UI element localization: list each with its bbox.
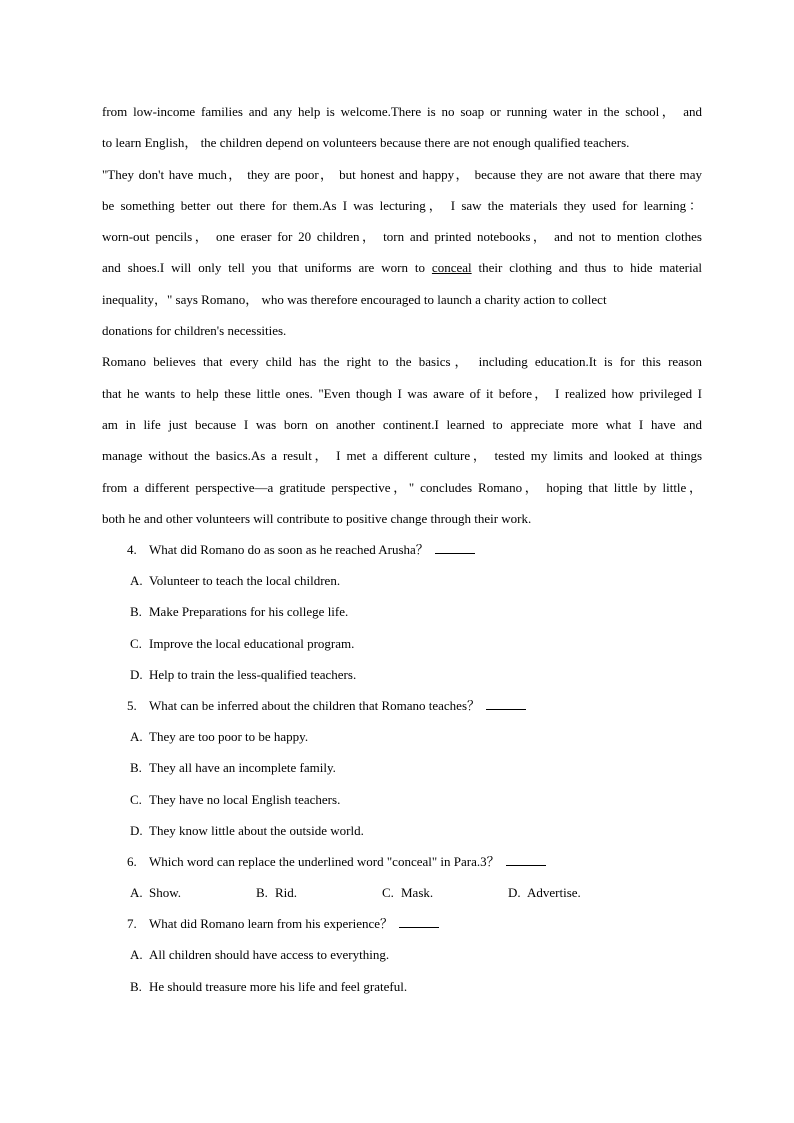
option[interactable] — [127, 633, 687, 664]
option-letter: A. — [130, 885, 143, 901]
option-letter: C. — [382, 885, 394, 901]
option[interactable] — [256, 882, 382, 913]
option-text: Help to train the less-qualified teachers. — [149, 666, 357, 682]
passage-line: that he wants to help these little ones. "Even though I was aware of it before， I realized how privileged I — [102, 385, 702, 401]
passage-line: be something better out there for them.As I was lecturing， I saw the materials they used for learning： — [102, 197, 702, 213]
option-text: They are too poor to be happy. — [149, 729, 309, 745]
passage-line: donations for children's necessities. — [102, 323, 287, 339]
option-text: Rid. — [275, 885, 298, 901]
question-text: Which word can replace the underlined word "conceal" in Para.3？ — [149, 853, 500, 869]
option-text: They all have an incomplete family. — [149, 760, 336, 776]
question-text: What did Romano learn from his experience？ — [149, 916, 394, 932]
option-letter: B. — [256, 885, 268, 901]
option[interactable] — [127, 601, 687, 632]
option-letter: C. — [130, 791, 142, 807]
option-text: All children should have access to everything. — [149, 947, 390, 963]
question-text: What did Romano do as soon as he reached Arusha？ — [149, 542, 429, 557]
option-letter: D. — [508, 885, 521, 901]
option[interactable] — [130, 882, 256, 913]
option[interactable] — [127, 664, 687, 695]
question-5 — [127, 695, 687, 726]
question-6 — [127, 851, 687, 882]
option-text: Show. — [149, 885, 182, 901]
passage-line: inequality，" says Romano， who was therefore encouraged to launch a charity action to collect — [102, 291, 607, 307]
question-7 — [127, 913, 687, 944]
option-letter: C. — [130, 635, 142, 651]
passage-line: am in life just because I was born on another continent.I learned to appreciate more what I have and — [102, 416, 702, 432]
passage-line: to learn English， the children depend on volunteers because there are not enough qualified teachers. — [102, 135, 630, 151]
passage-line: Romano believes that every child has the right to the basics， including education.It is for this reason — [102, 354, 702, 370]
passage-line: from low-income families and any help is welcome.There is no soap or running water in the school， and — [102, 104, 702, 119]
option-letter: A. — [130, 729, 143, 745]
passage-line: "They don't have much， they are poor， but honest and happy， because they are not aware that there may — [102, 166, 702, 182]
passage-line: worn-out pencils， one eraser for 20 children， torn and printed notebooks， and not to mention clothes — [102, 229, 702, 245]
option[interactable] — [127, 820, 687, 851]
option-row — [127, 882, 687, 913]
option-letter: D. — [130, 666, 143, 682]
option[interactable] — [127, 570, 687, 601]
option[interactable] — [127, 789, 687, 820]
question-text: What can be inferred about the children that Romano teaches？ — [149, 697, 481, 713]
answer-blank[interactable] — [486, 695, 526, 710]
answer-blank[interactable] — [399, 913, 439, 928]
option-text: They have no local English teachers. — [149, 791, 341, 807]
passage-line: manage without the basics.As a result， I met a different culture， tested my limits and looked at things — [102, 448, 702, 464]
option-text: Make Preparations for his college life. — [149, 604, 349, 620]
option-letter: A. — [130, 573, 143, 589]
question-number: 7. — [127, 916, 137, 932]
passage-line — [102, 257, 702, 288]
answer-blank[interactable] — [435, 539, 475, 554]
option-letter: B. — [130, 760, 142, 776]
option-text: Improve the local educational program. — [149, 635, 355, 651]
question-number: 6. — [127, 853, 137, 869]
option-text: Mask. — [401, 885, 434, 901]
answer-blank[interactable] — [506, 851, 546, 866]
option[interactable] — [127, 976, 687, 1007]
question-4 — [127, 539, 687, 570]
option-text: Volunteer to teach the local children. — [149, 573, 341, 589]
option-letter: A. — [130, 947, 143, 963]
option[interactable] — [127, 726, 687, 757]
option[interactable] — [382, 882, 508, 913]
option[interactable] — [127, 757, 687, 788]
question-number: 4. — [127, 542, 137, 557]
question-number: 5. — [127, 697, 137, 713]
option[interactable] — [127, 944, 687, 975]
passage-text — [102, 101, 702, 539]
option-text: Advertise. — [527, 885, 581, 901]
passage-text-segment: and shoes.I will only tell you that uniforms are worn to — [102, 260, 432, 276]
questions-section — [127, 539, 687, 1007]
passage-text-segment: their clothing and thus to hide material — [471, 260, 703, 276]
underlined-word: conceal — [431, 260, 472, 276]
option-letter: D. — [130, 822, 143, 838]
option-letter: B. — [130, 978, 142, 994]
option-text: They know little about the outside world. — [149, 822, 364, 838]
passage-line: both he and other volunteers will contribute to positive change through their work. — [102, 510, 532, 526]
option-text: He should treasure more his life and feel grateful. — [149, 978, 408, 994]
option-letter: B. — [130, 604, 142, 620]
passage-line: from a different perspective—a gratitude perspective，" concludes Romano， hoping that little by little， — [102, 479, 702, 495]
option[interactable] — [508, 882, 634, 913]
